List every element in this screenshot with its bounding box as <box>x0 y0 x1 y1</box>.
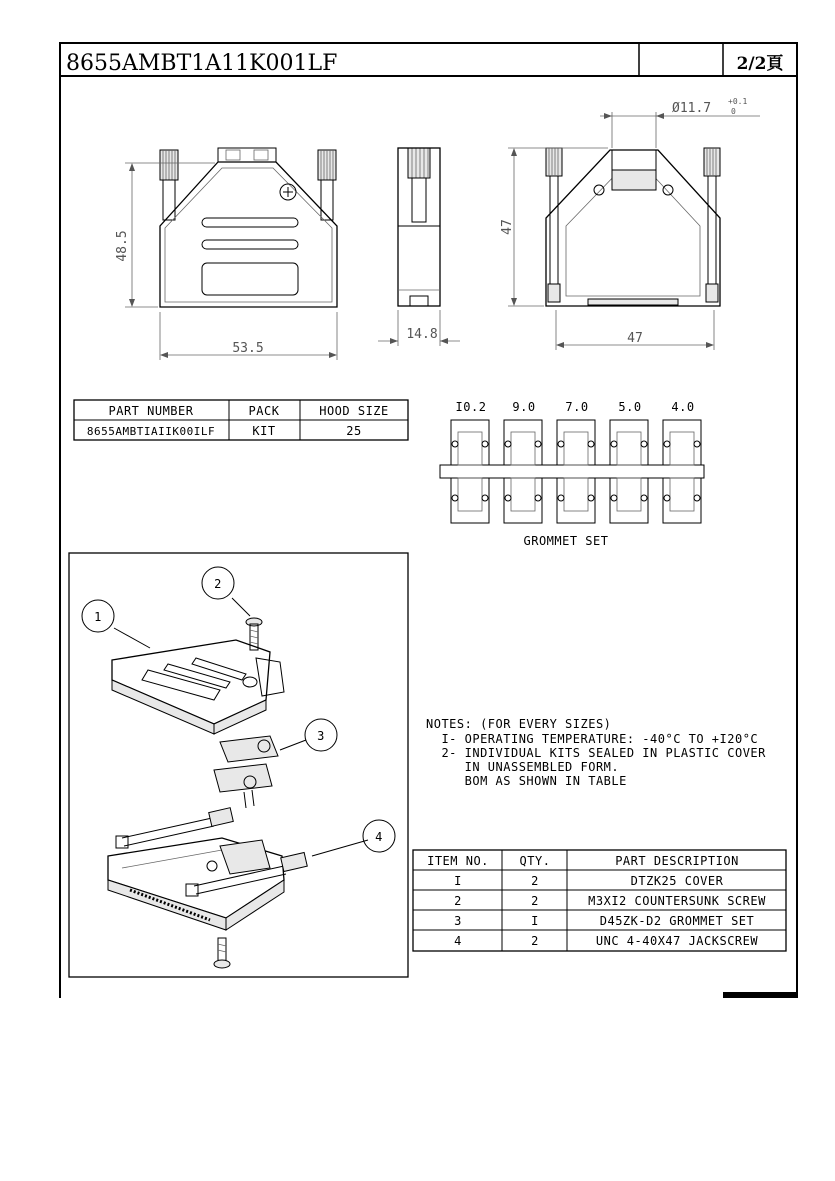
bom-row-3-qty: I <box>531 914 539 928</box>
bom-header-qty: QTY. <box>519 854 551 868</box>
bom-row-2-qty: 2 <box>531 894 539 908</box>
exploded-assembly <box>82 567 395 968</box>
bom-row-4-qty: 2 <box>531 934 539 948</box>
grommet-size-3: 7.0 <box>565 400 589 414</box>
bom-row-2-description: M3XI2 COUNTERSUNK SCREW <box>588 894 766 908</box>
part-table-header-pack: PACK <box>248 404 280 418</box>
callout-1-label: 1 <box>94 610 102 624</box>
bom-header-item: ITEM NO. <box>427 854 489 868</box>
bom-row-1-qty: 2 <box>531 874 539 888</box>
cover-part <box>112 640 284 734</box>
note-line-1: NOTES: (FOR EVERY SIZES) <box>426 717 612 731</box>
grommet-size-5: 4.0 <box>671 400 695 414</box>
hole-tol-lower: 0 <box>731 107 736 116</box>
callout-3-label: 3 <box>317 729 325 743</box>
rear-width-label: 47 <box>627 331 643 346</box>
grommet-size-1: I0.2 <box>455 400 487 414</box>
bom-row-1-description: DTZK25 COVER <box>630 874 724 888</box>
grommet-3 <box>557 420 595 523</box>
bom-row-2-item: 2 <box>454 894 462 908</box>
part-table-cell-hood-size: 25 <box>346 424 362 438</box>
callout-2-label: 2 <box>214 577 222 591</box>
part-table-cell-pack: KIT <box>252 424 276 438</box>
hole-tol-upper: +0.1 <box>728 97 748 106</box>
bom-row-4-description: UNC 4-40X47 JACKSCREW <box>595 934 759 948</box>
note-line-4: IN UNASSEMBLED FORM. <box>426 760 620 774</box>
page-indicator: 2/2頁 <box>736 54 784 74</box>
grommet-size-2: 9.0 <box>512 400 536 414</box>
grommet-2 <box>504 420 542 523</box>
bottom-screw <box>214 938 230 968</box>
hole-diameter-label: Ø11.7 <box>672 101 712 116</box>
rear-height-label: 47 <box>500 219 515 235</box>
grommet-4 <box>610 420 648 523</box>
part-code-title: 8655AMBT1A11K001LF <box>66 51 338 76</box>
bom-row-1-item: I <box>454 874 462 888</box>
side-view <box>398 148 440 306</box>
note-line-2: I- OPERATING TEMPERATURE: -40°C TO +I20°C <box>426 732 759 746</box>
grommet-set-caption: GROMMET SET <box>523 534 609 548</box>
notes-block <box>426 717 766 788</box>
rear-view <box>546 148 720 306</box>
bom-row-4-item: 4 <box>454 934 462 948</box>
front-height-label: 48.5 <box>115 230 130 262</box>
grommet-pair <box>214 736 278 808</box>
front-width-label: 53.5 <box>232 341 264 356</box>
side-width-label: 14.8 <box>406 327 438 342</box>
part-table-header-hood-size: HOOD SIZE <box>319 404 389 418</box>
part-table-header-part-number: PART NUMBER <box>108 404 194 418</box>
bom-header-description: PART DESCRIPTION <box>615 854 739 868</box>
note-line-3: 2- INDIVIDUAL KITS SEALED IN PLASTIC COVER <box>426 746 766 760</box>
part-table-cell-part-number: 8655AMBTIAIIK00ILF <box>86 425 216 438</box>
hole-diameter-dimension <box>600 112 760 148</box>
front-view <box>160 148 337 307</box>
bom-row-3-description: D45ZK-D2 GROMMET SET <box>599 914 755 928</box>
grommet-1 <box>451 420 489 523</box>
callout-4-label: 4 <box>375 830 383 844</box>
grommet-size-4: 5.0 <box>618 400 642 414</box>
bom-row-3-item: 3 <box>454 914 462 928</box>
grommet-5 <box>663 420 701 523</box>
jackscrew-upper <box>116 808 233 848</box>
note-line-5: BOM AS SHOWN IN TABLE <box>426 774 627 788</box>
grommet-set-drawing <box>440 420 704 523</box>
countersunk-screw <box>246 618 262 650</box>
